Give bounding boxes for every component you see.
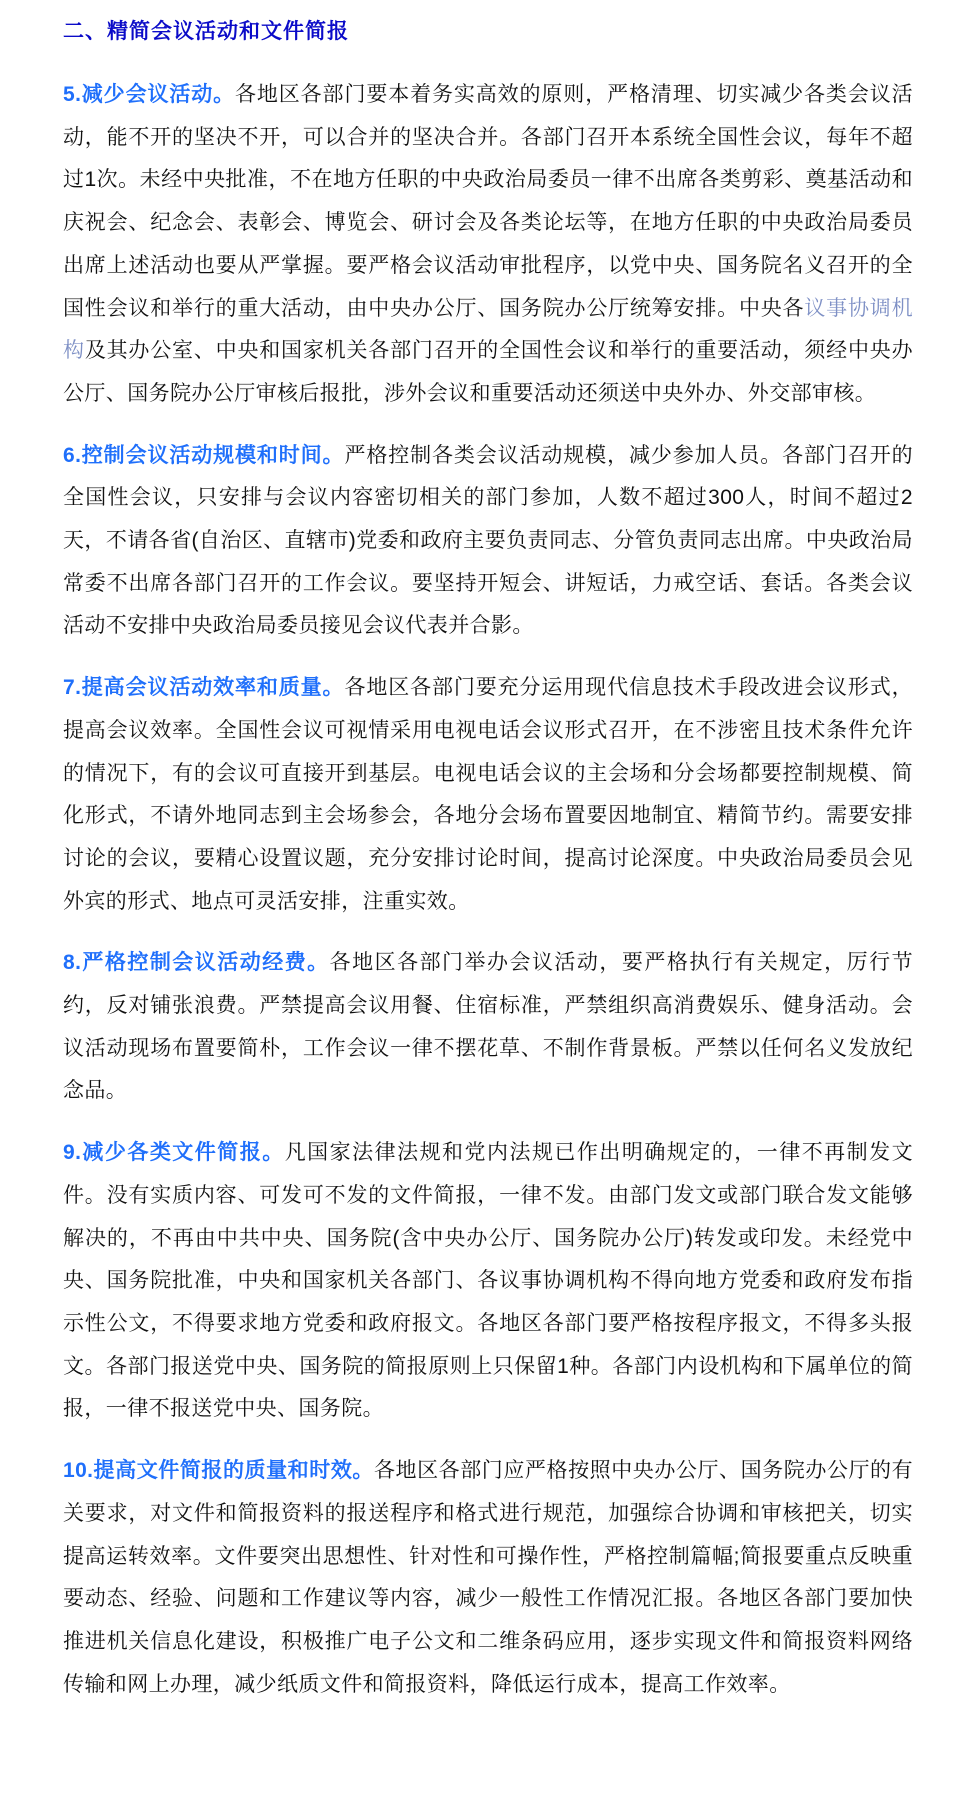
paragraph-6-body: 严格控制各类会议活动规模，减少参加人员。各部门召开的全国性会议，只安排与会议内容密切相关的部门参加，人数不超过300人，时间不超过2天，不请各省(自治区、直辖市)党委和政府主要负责同志、分管负责同志出席。中央政治局常委不出席各部门召开的工作会议。要坚持开短会、讲短话，力戒空话、套话。各类会议活动不安排中央政治局委员接见会议代表并合影。 xyxy=(63,443,913,638)
paragraph-9-body: 凡国家法律法规和党内法规已作出明确规定的，一律不再制发文件。没有实质内容、可发可不发的文件简报，一律不发。由部门发文或部门联合发文能够解决的，不再由中共中央、国务院(含中央办公厅、国务院办公厅)转发或印发。未经党中央、国务院批准，中央和国家机关各部门、各议事协调机构不得向地方党委和政府发布指示性公文，不得要求地方党委和政府报文。各地区各部门要严格按程序报文，不得多头报文。各部门报送党中央、国务院的简报原则上只保留1种。各部门内设机构和下属单位的简报，一律不报送党中央、国务院。 xyxy=(63,1141,913,1421)
paragraph-10-body: 各地区各部门应严格按照中央办公厅、国务院办公厅的有关要求，对文件和简报资料的报送程序和格式进行规范，加强综合协调和审核把关，切实提高运转效率。文件要突出思想性、针对性和可操作性，严格控制篇幅;简报要重点反映重要动态、经验、问题和工作建议等内容，减少一般性工作情况汇报。各地区各部门要加快推进机关信息化建设，积极推广电子公文和二维条码应用，逐步实现文件和简报资料网络传输和网上办理，减少纸质文件和简报资料，降低运行成本，提高工作效率。 xyxy=(63,1459,913,1696)
paragraph-7 xyxy=(63,667,913,923)
paragraph-6-lead: 6.控制会议活动规模和时间。 xyxy=(63,443,345,467)
paragraph-5-body-after-link: 及其办公室、中央和国家机关各部门召开的全国性会议和举行的重要活动，须经中央办公厅、国务院办公厅审核后报批，涉外会议和重要活动还须送中央外办、外交部审核。 xyxy=(63,339,913,405)
paragraph-6 xyxy=(63,435,913,649)
paragraph-5-body-before-link: 各地区各部门要本着务实高效的原则，严格清理、切实减少各类会议活动，能不开的坚决不开，可以合并的坚决合并。各部门召开本系统全国性会议，每年不超过1次。未经中央批准，不在地方任职的中央政治局委员一律不出席各类剪彩、奠基活动和庆祝会、纪念会、表彰会、博览会、研讨会及各类论坛等，在地方任职的中央政治局委员出席上述活动也要从严掌握。要严格会议活动审批程序，以党中央、国务院名义召开的全国性会议和举行的重大活动，由中央办公厅、国务院办公厅统筹安排。中央各 xyxy=(63,83,913,320)
section-heading: 二、精简会议活动和文件简报 xyxy=(63,20,349,43)
paragraph-8 xyxy=(63,942,913,1113)
inline-link-coordination-bodies[interactable]: 议事协调机构 xyxy=(63,296,913,363)
paragraph-7-lead: 7.提高会议活动效率和质量。 xyxy=(63,676,345,700)
paragraph-5 xyxy=(63,74,913,416)
paragraph-10-lead: 10.提高文件简报的质量和时效。 xyxy=(63,1459,374,1483)
paragraph-5-lead: 5.减少会议活动。 xyxy=(63,83,236,106)
paragraph-8-lead: 8.严格控制会议活动经费。 xyxy=(63,951,330,975)
paragraph-10 xyxy=(63,1450,913,1706)
paragraph-9 xyxy=(63,1132,913,1431)
paragraph-9-lead: 9.减少各类文件简报。 xyxy=(63,1141,285,1165)
paragraph-8-body: 各地区各部门举办会议活动，要严格执行有关规定，厉行节约，反对铺张浪费。严禁提高会议用餐、住宿标准，严禁组织高消费娱乐、健身活动。会议活动现场布置要简朴，工作会议一律不摆花草、不制作背景板。严禁以任何名义发放纪念品。 xyxy=(63,951,913,1103)
paragraph-7-body: 各地区各部门要充分运用现代信息技术手段改进会议形式，提高会议效率。全国性会议可视情采用电视电话会议形式召开，在不涉密且技术条件允许的情况下，有的会议可直接开到基层。电视电话会议的主会场和分会场都要控制规模、简化形式，不请外地同志到主会场参会，各地分会场布置要因地制宜、精简节约。需要安排讨论的会议，要精心设置议题，充分安排讨论时间，提高讨论深度。中央政治局委员会见外宾的形式、地点可灵活安排，注重实效。 xyxy=(63,676,913,913)
